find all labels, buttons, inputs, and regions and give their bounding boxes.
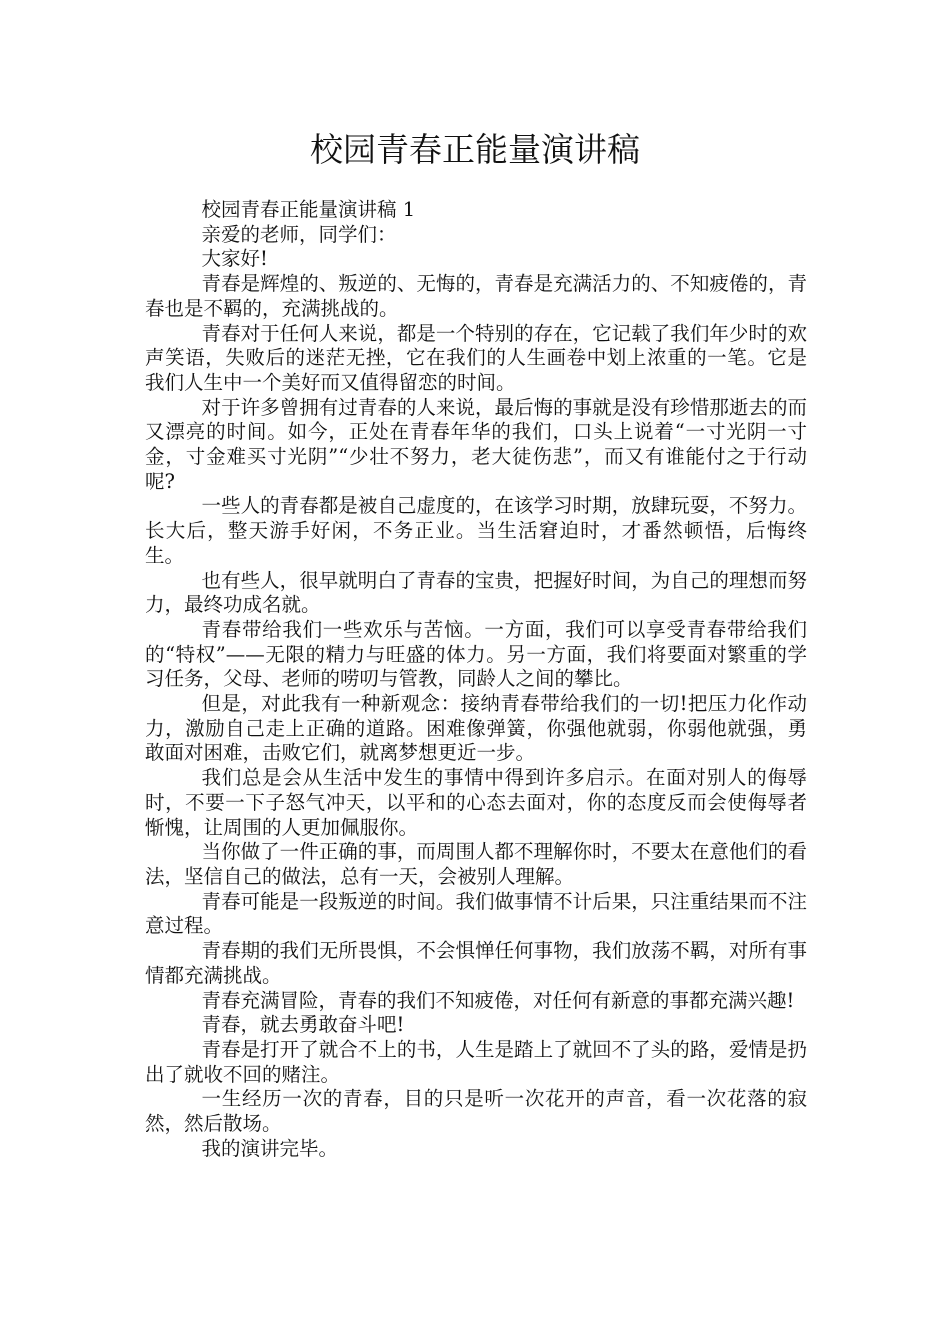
- body-paragraph: 当你做了一件正确的事，而周围人都不理解你时，不要太在意他们的看法，坚信自己的做法，总有一天，会被别人理解。: [145, 840, 807, 888]
- body-paragraph: 青春充满冒险，青春的我们不知疲倦，对任何有新意的事都充满兴趣!: [201, 988, 795, 1012]
- document-body: [145, 198, 807, 1161]
- body-paragraph: 青春对于任何人来说，都是一个特别的存在，它记载了我们年少时的欢声笑语，失败后的迷茫无挫，它在我们的人生画卷中划上浓重的一笔。它是我们人生中一个美好而又值得留恋的时间。: [145, 321, 807, 394]
- section-heading: 校园青春正能量演讲稿 1: [201, 198, 416, 221]
- salutation: 亲爱的老师，同学们：: [201, 222, 397, 246]
- closing-line: 我的演讲完毕。: [201, 1136, 339, 1160]
- body-paragraph: 对于许多曾拥有过青春的人来说，最后悔的事就是没有珍惜那逝去的而又漂亮的时间。如今，正处在青春年华的我们，口头上说着“一寸光阴一寸金，寸金难买寸光阴”“少壮不努力，老大徒伤悲”，而又有谁能付之于行动呢?: [145, 395, 807, 493]
- body-paragraph: 青春是辉煌的、叛逆的、无悔的，青春是充满活力的、不知疲倦的，青春也是不羁的，充满挑战的。: [145, 272, 807, 320]
- body-paragraph: 但是，对此我有一种新观念：接纳青春带给我们的一切!把压力化作动力，激励自己走上正确的道路。困难像弹簧，你强他就弱，你弱他就强，勇敢面对困难，击败它们，就离梦想更近一步。: [145, 692, 807, 765]
- body-paragraph: 一生经历一次的青春，目的只是听一次花开的声音，看一次花落的寂然，然后散场。: [145, 1087, 807, 1136]
- body-paragraph: 青春，就去勇敢奋斗吧!: [201, 1013, 405, 1037]
- body-paragraph: 青春期的我们无所畏惧，不会惧惮任何事物，我们放荡不羁，对所有事情都充满挑战。: [145, 939, 807, 987]
- body-paragraph: 青春带给我们一些欢乐与苦恼。一方面，我们可以享受青春带给我们的“特权”——无限的精力与旺盛的体力。另一方面，我们将要面对繁重的学习任务，父母、老师的唠叨与管教，同龄人之间的攀比。: [145, 617, 807, 691]
- greeting: 大家好!: [201, 247, 268, 271]
- body-paragraph: 我们总是会从生活中发生的事情中得到许多启示。在面对别人的侮辱时，不要一下子怒气冲天，以平和的心态去面对，你的态度反而会使侮辱者惭愧，让周围的人更加佩服你。: [145, 766, 807, 839]
- body-paragraph: 一些人的青春都是被自己虚度的，在该学习时期，放肆玩耍，不努力。长大后，整天游手好闲，不务正业。当生活窘迫时，才番然顿悟，后悔终生。: [145, 494, 807, 567]
- document-title: 校园青春正能量演讲稿: [310, 130, 640, 169]
- body-paragraph: 青春是打开了就合不上的书，人生是踏上了就回不了头的路，爱情是扔出了就收不回的赌注。: [145, 1037, 807, 1086]
- body-paragraph: 青春可能是一段叛逆的时间。我们做事情不计后果，只注重结果而不注意过程。: [145, 889, 807, 938]
- body-paragraph: 也有些人，很早就明白了青春的宝贵，把握好时间，为自己的理想而努力，最终功成名就。: [145, 568, 807, 617]
